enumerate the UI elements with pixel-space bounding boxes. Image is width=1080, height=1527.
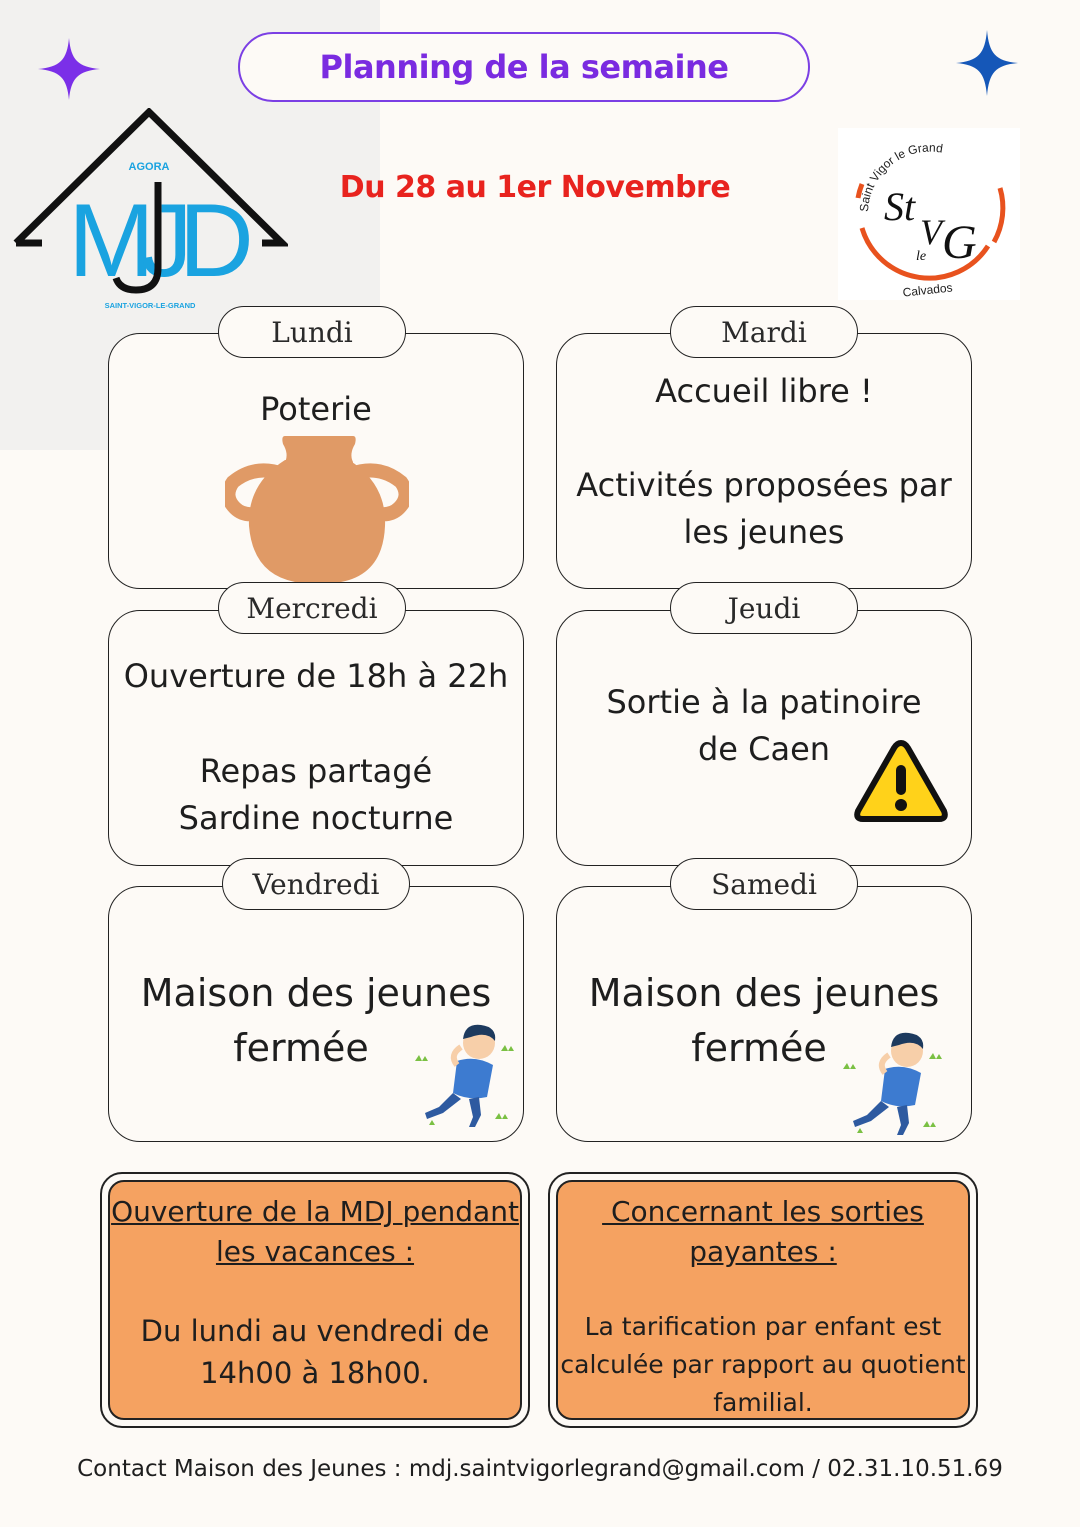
mercredi-line-2: Repas partagé	[199, 752, 433, 790]
day-label-lundi: Lundi	[218, 306, 406, 358]
day-label-jeudi: Jeudi	[670, 582, 858, 634]
sorties-body-line-3: familial.	[713, 1388, 813, 1417]
vacances-body	[110, 1310, 520, 1394]
jeudi-line-1: Sortie à la patinoire	[606, 683, 922, 721]
mjd-logo-subtitle: SAINT-VIGOR-LE-GRAND	[104, 301, 196, 310]
week-dates: Du 28 au 1er Novembre	[339, 170, 731, 205]
day-label-samedi: Samedi	[670, 858, 858, 910]
day-label-mardi: Mardi	[670, 306, 858, 358]
jeudi-line-2: de Caen	[697, 730, 831, 768]
saint-vigor-logo-g: G	[942, 216, 977, 269]
saint-vigor-logo-bottom: Calvados	[901, 280, 954, 300]
vendredi-line-1: Maison des jeunes	[140, 971, 492, 1015]
mardi-line-3: les jeunes	[683, 513, 845, 551]
vacances-title-line-1: Ouverture de la MDJ pendant	[111, 1195, 519, 1228]
day-card-samedi	[556, 886, 972, 1142]
day-label-mercredi: Mercredi	[218, 582, 406, 634]
mardi-line-2: Activités proposées par	[576, 466, 952, 504]
sorties-body-line-2: calculée par rapport au quotient	[560, 1350, 966, 1379]
day-card-jeudi	[556, 610, 972, 866]
warning-icon	[853, 737, 949, 825]
mjd-logo	[12, 108, 288, 314]
day-card-mercredi	[108, 610, 524, 866]
day-card-mardi	[556, 333, 972, 589]
vacances-title	[110, 1192, 520, 1272]
page-title: Planning de la semaine	[319, 48, 729, 86]
sparkle-icon-blue	[956, 30, 1018, 96]
sorties-title	[558, 1192, 968, 1272]
mercredi-line-1: Ouverture de 18h à 22h	[123, 657, 509, 695]
mjd-logo-agora: AGORA	[128, 161, 170, 173]
sparkle-icon-purple	[38, 38, 100, 100]
sorties-title-line-1: Concernant les sorties	[602, 1195, 924, 1228]
vendredi-line-2: fermée	[233, 1026, 369, 1070]
mardi-line-1: Accueil libre !	[655, 372, 873, 410]
sleeping-boy-icon	[409, 1015, 525, 1135]
page-title-pill	[238, 32, 810, 102]
sleeping-boy-icon	[837, 1023, 953, 1143]
sorties-title-line-2: payantes :	[689, 1235, 837, 1268]
contact-footer: Contact Maison des Jeunes : mdj.saintvigorlegrand@gmail.com / 02.31.10.51.69	[77, 1456, 1003, 1482]
sorties-body	[558, 1308, 968, 1422]
day-label-vendredi: Vendredi	[222, 858, 410, 910]
sorties-body-line-1: La tarification par enfant est	[584, 1312, 942, 1341]
info-box-vacances	[100, 1172, 530, 1428]
info-box-sorties	[548, 1172, 978, 1428]
day-card-lundi	[108, 333, 524, 589]
lundi-activity: Poterie	[260, 390, 372, 428]
samedi-line-1: Maison des jeunes	[588, 971, 940, 1015]
vacances-body-line-1: Du lundi au vendredi de	[140, 1314, 490, 1348]
saint-vigor-logo-st: St	[884, 184, 916, 229]
mercredi-line-3: Sardine nocturne	[178, 799, 454, 837]
samedi-line-2: fermée	[691, 1026, 827, 1070]
saint-vigor-logo-le: le	[916, 249, 927, 264]
vacances-body-line-2: 14h00 à 18h00.	[200, 1356, 430, 1390]
saint-vigor-logo-arc-text: Saint Vigor le Grand	[856, 140, 944, 213]
vacances-title-line-2: les vacances :	[215, 1235, 415, 1268]
pottery-vase-icon	[225, 434, 409, 584]
mjd-logo-letters: MJD	[68, 183, 240, 299]
saint-vigor-logo	[838, 128, 1020, 300]
day-card-vendredi	[108, 886, 524, 1142]
saint-vigor-logo-v: V	[920, 212, 942, 252]
